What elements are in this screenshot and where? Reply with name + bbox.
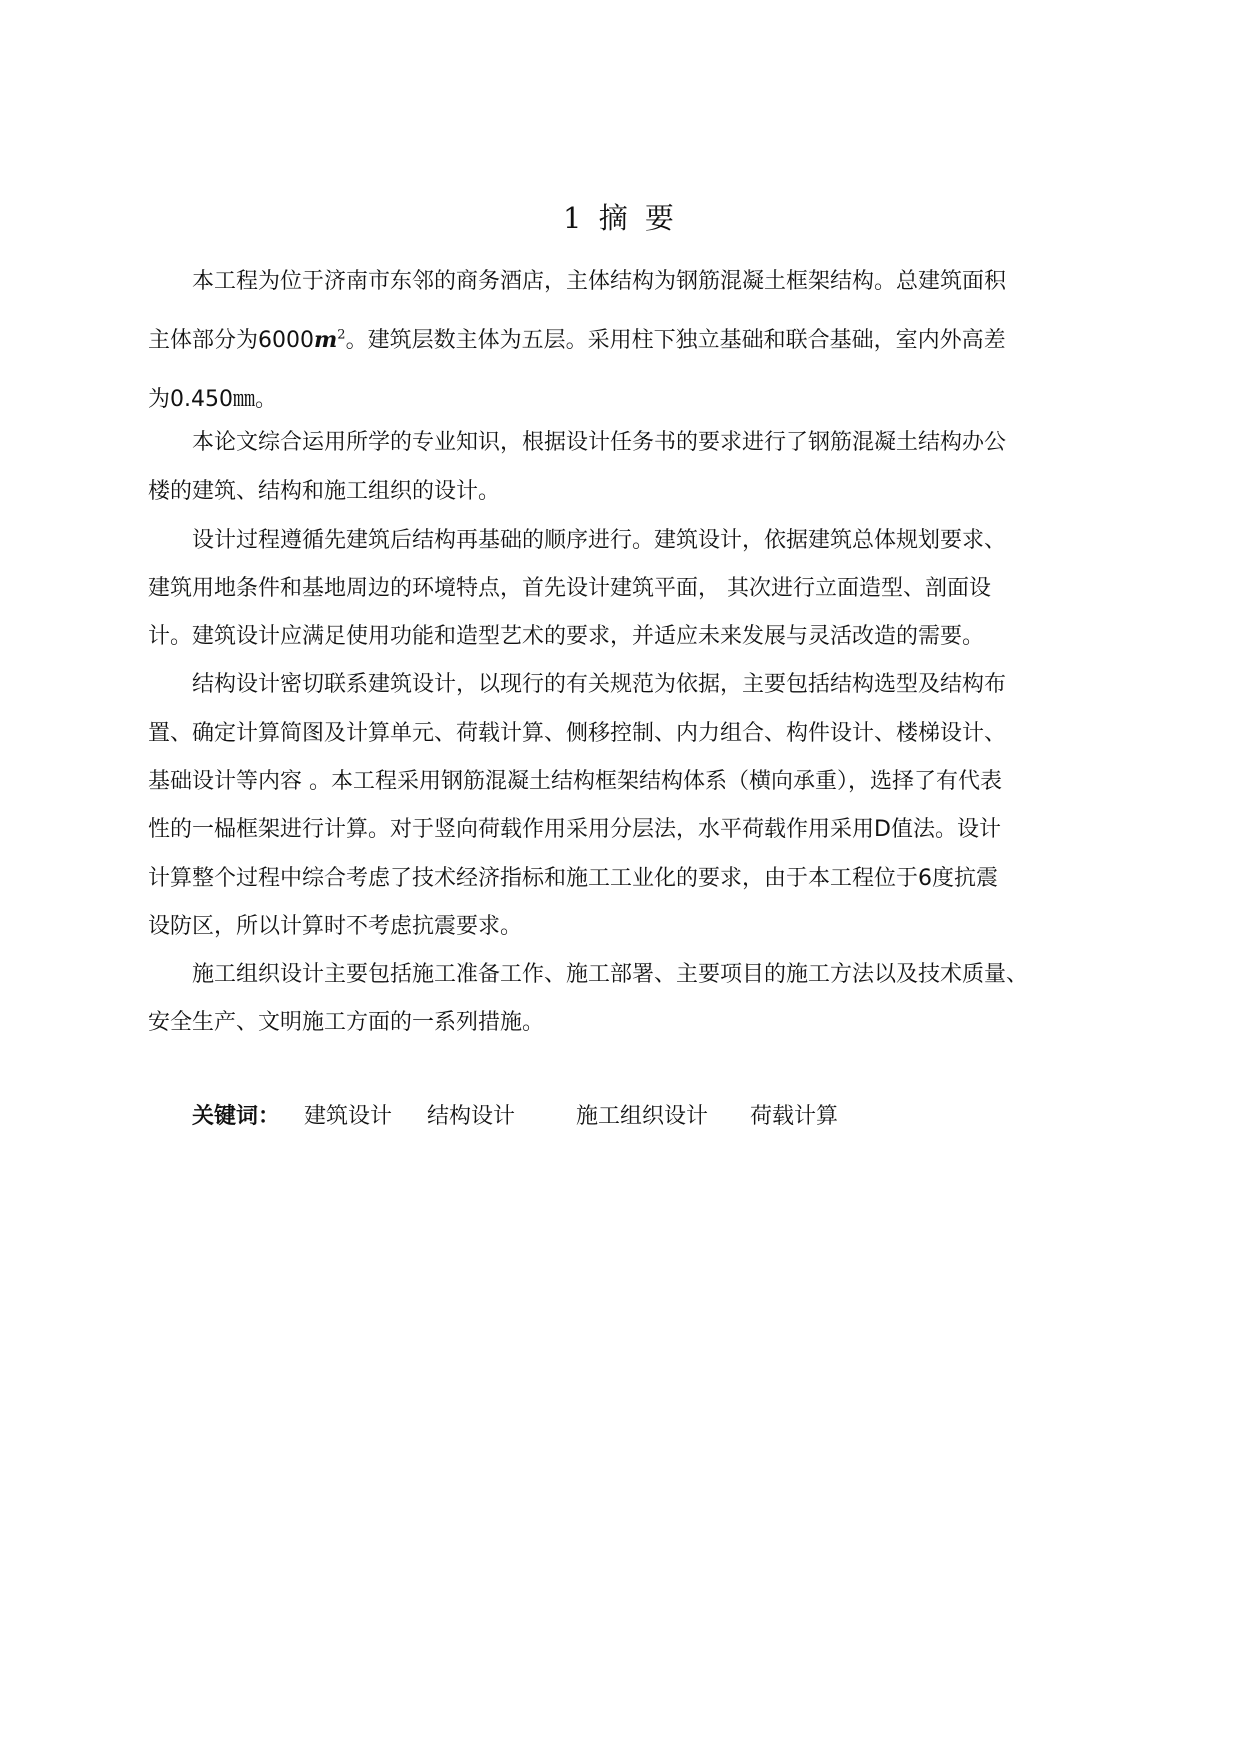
p4-text-d: 度抗震: [932, 866, 999, 891]
area-value: 6000: [258, 328, 315, 353]
paragraph-3-line-3: 计。建筑设计应满足使用功能和造型艺术的要求，并适应未来发展与灵活改造的需要。: [148, 624, 985, 649]
keywords-label: 关键词：: [192, 1103, 281, 1129]
paragraph-5-line-1: 施工组织设计主要包括施工准备工作、施工部署、主要项目的施工方法以及技术质量、: [192, 962, 1029, 987]
paragraph-5-line-2: 安全生产、文明施工方面的一系列措施。: [148, 1010, 545, 1035]
p1-text-a: 主体部分为: [148, 328, 259, 353]
area-unit: m: [314, 327, 338, 353]
keyword-1: 建筑设计: [304, 1104, 393, 1129]
paragraph-1-line-2: [148, 323, 1006, 354]
p4-text-b: 值法。设计: [890, 817, 1001, 842]
page-title: 1 摘 要: [563, 201, 678, 235]
p1-text-b: 。建筑层数主体为五层。采用柱下独立基础和联合基础，室内外高差: [345, 328, 1006, 353]
paragraph-4-line-3: 基础设计等内容 。本工程采用钢筋混凝土结构框架结构体系（横向承重），选择了有代表: [148, 769, 1002, 794]
p4-text-a: 性的一榀框架进行计算。对于竖向荷载作用采用分层法，水平荷载作用采用: [148, 817, 875, 842]
paragraph-3-line-2: 建筑用地条件和基地周边的环境特点，首先设计建筑平面， 其次进行立面造型、剖面设: [148, 576, 991, 601]
d-value-method: D: [874, 817, 891, 842]
paragraph-4-line-4: [148, 812, 1001, 843]
height-diff-value: 0.450㎜。: [170, 387, 277, 412]
paragraph-4-line-2: 置、确定计算简图及计算单元、荷载计算、侧移控制、内力组合、构件设计、楼梯设计、: [148, 721, 1007, 746]
paragraph-2-line-2: 楼的建筑、结构和施工组织的设计。: [148, 479, 501, 504]
paragraph-4-line-6: 设防区，所以计算时不考虑抗震要求。: [148, 914, 523, 939]
paragraph-2-line-1: 本论文综合运用所学的专业知识，根据设计任务书的要求进行了钢筋混凝土结构办公: [192, 430, 1007, 455]
paragraph-1-line-1: 本工程为位于济南市东邻的商务酒店，主体结构为钢筋混凝土框架结构。总建筑面积: [192, 269, 1007, 294]
p4-text-c: 计算整个过程中综合考虑了技术经济指标和施工工业化的要求，由于本工程位于: [148, 866, 919, 891]
paragraph-4-line-5: [148, 861, 998, 892]
keyword-3: 施工组织设计: [576, 1104, 709, 1129]
p1-text-c: 为: [148, 387, 171, 412]
keyword-2: 结构设计: [427, 1104, 516, 1129]
paragraph-3-line-1: 设计过程遵循先建筑后结构再基础的顺序进行。建筑设计，依据建筑总体规划要求、: [192, 528, 1007, 553]
seismic-degree: 6: [918, 866, 933, 891]
keyword-4: 荷载计算: [750, 1104, 839, 1129]
area-unit-sup: 2: [337, 327, 346, 343]
paragraph-4-line-1: 结构设计密切联系建筑设计，以现行的有关规范为依据，主要包括结构选型及结构布: [192, 672, 1007, 697]
paragraph-1-line-3: [148, 382, 277, 413]
